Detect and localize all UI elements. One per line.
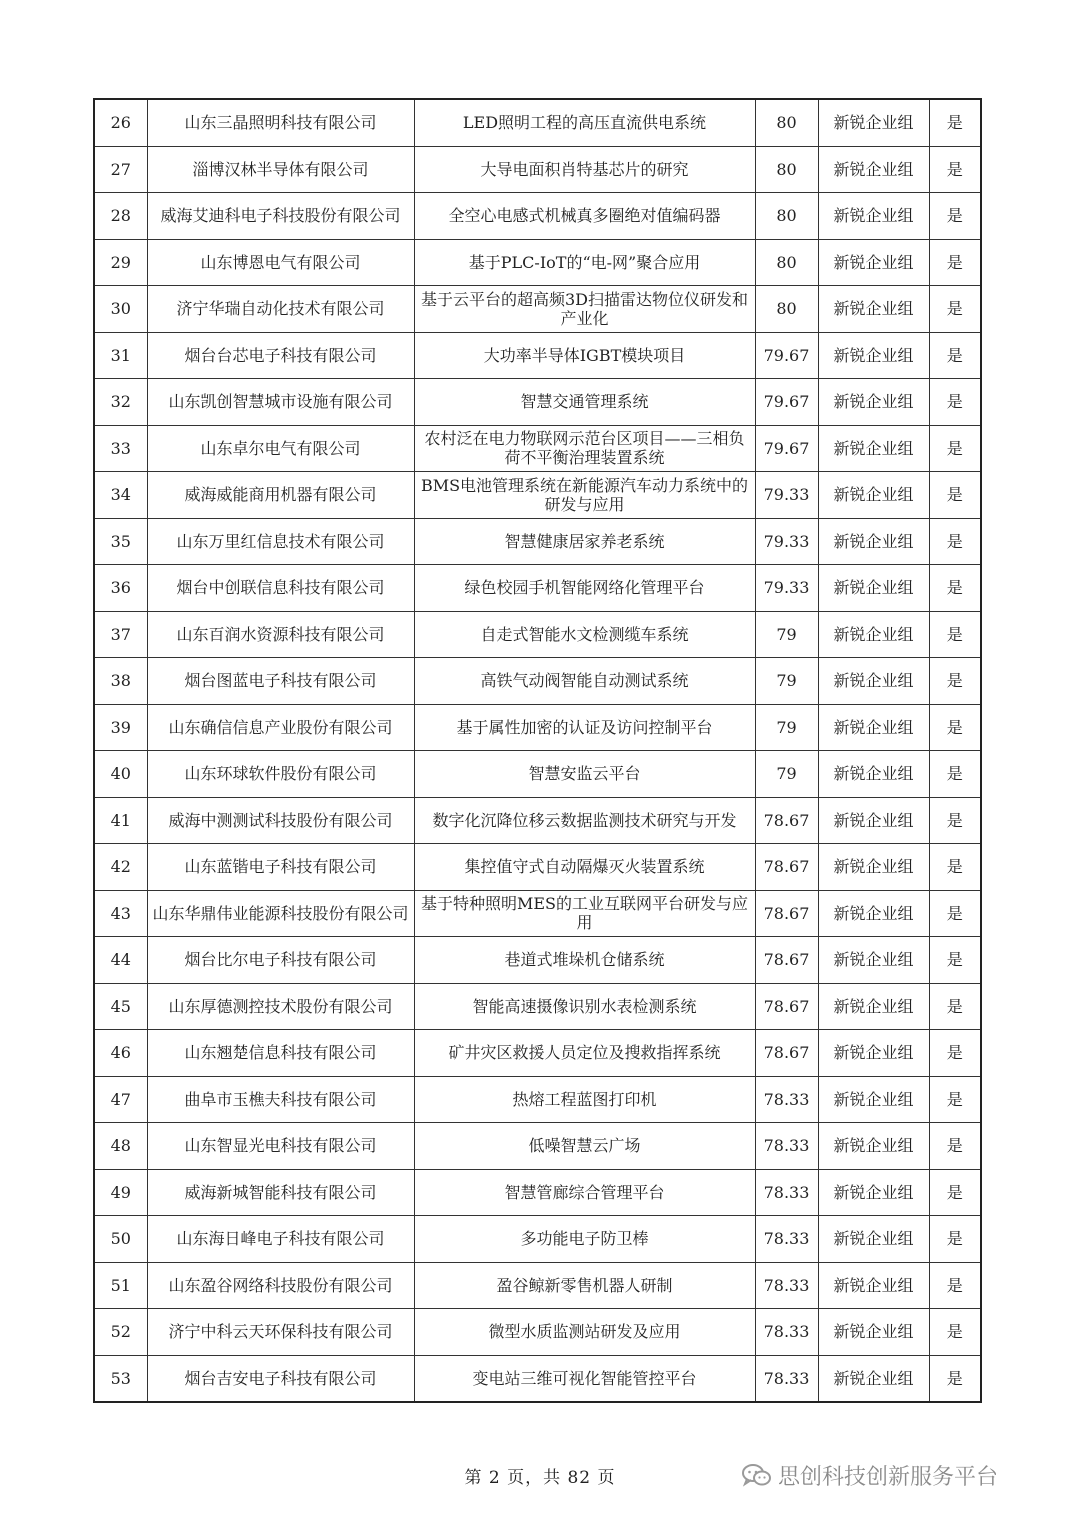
company-cell: 曲阜市玉樵夫科技有限公司	[147, 1076, 414, 1123]
flag-cell: 是	[929, 890, 981, 937]
watermark-text: 思创科技创新服务平台	[778, 1465, 999, 1490]
company-cell: 烟台比尔电子科技有限公司	[147, 937, 414, 984]
company-cell: 烟台图蓝电子科技有限公司	[147, 658, 414, 705]
project-cell: 自走式智能水文检测缆车系统	[414, 611, 755, 658]
score-cell: 79.67	[755, 379, 818, 426]
row-number-cell: 27	[94, 146, 147, 193]
group-cell: 新锐企业组	[818, 239, 929, 286]
score-cell: 78.33	[755, 1169, 818, 1216]
score-cell: 78.67	[755, 844, 818, 891]
table-row	[94, 983, 981, 1030]
table-row	[94, 1355, 981, 1402]
flag-cell: 是	[929, 286, 981, 333]
row-number-cell: 28	[94, 193, 147, 240]
table-row	[94, 425, 981, 472]
table-row	[94, 1216, 981, 1263]
project-cell: 矿井灾区救援人员定位及搜救指挥系统	[414, 1030, 755, 1077]
company-cell: 山东三晶照明科技有限公司	[147, 99, 414, 146]
row-number-cell: 49	[94, 1169, 147, 1216]
company-cell: 山东海日峰电子科技有限公司	[147, 1216, 414, 1263]
table-row	[94, 565, 981, 612]
row-number-cell: 35	[94, 518, 147, 565]
company-cell: 淄博汉林半导体有限公司	[147, 146, 414, 193]
group-cell: 新锐企业组	[818, 704, 929, 751]
row-number-cell: 37	[94, 611, 147, 658]
company-cell: 山东万里红信息技术有限公司	[147, 518, 414, 565]
project-cell: 基于特种照明MES的工业互联网平台研发与应用	[414, 890, 755, 937]
score-cell: 80	[755, 146, 818, 193]
project-cell: 微型水质监测站研发及应用	[414, 1309, 755, 1356]
flag-cell: 是	[929, 1216, 981, 1263]
company-cell: 威海新城智能科技有限公司	[147, 1169, 414, 1216]
company-cell: 山东华鼎伟业能源科技股份有限公司	[147, 890, 414, 937]
company-cell: 山东厚德测控技术股份有限公司	[147, 983, 414, 1030]
score-cell: 79.33	[755, 565, 818, 612]
row-number-cell: 45	[94, 983, 147, 1030]
row-number-cell: 36	[94, 565, 147, 612]
row-number-cell: 30	[94, 286, 147, 333]
group-cell: 新锐企业组	[818, 472, 929, 519]
project-cell: 数字化沉降位移云数据监测技术研究与开发	[414, 797, 755, 844]
flag-cell: 是	[929, 1309, 981, 1356]
project-cell: BMS电池管理系统在新能源汽车动力系统中的研发与应用	[414, 472, 755, 519]
table-row	[94, 1309, 981, 1356]
table-row	[94, 937, 981, 984]
company-cell: 山东博恩电气有限公司	[147, 239, 414, 286]
score-cell: 79.33	[755, 472, 818, 519]
flag-cell: 是	[929, 565, 981, 612]
score-cell: 80	[755, 193, 818, 240]
score-cell: 78.67	[755, 797, 818, 844]
flag-cell: 是	[929, 937, 981, 984]
table-row	[94, 1169, 981, 1216]
project-cell: 盈谷鲸新零售机器人研制	[414, 1262, 755, 1309]
project-cell: 高铁气动阀智能自动测试系统	[414, 658, 755, 705]
company-cell: 烟台台芯电子科技有限公司	[147, 332, 414, 379]
group-cell: 新锐企业组	[818, 751, 929, 798]
flag-cell: 是	[929, 332, 981, 379]
table-row	[94, 611, 981, 658]
row-number-cell: 51	[94, 1262, 147, 1309]
table-row	[94, 472, 981, 519]
table-row	[94, 99, 981, 146]
score-cell: 78.33	[755, 1123, 818, 1170]
table-row	[94, 797, 981, 844]
flag-cell: 是	[929, 1169, 981, 1216]
group-cell: 新锐企业组	[818, 1123, 929, 1170]
company-cell: 烟台中创联信息科技有限公司	[147, 565, 414, 612]
company-cell: 山东百润水资源科技有限公司	[147, 611, 414, 658]
group-cell: 新锐企业组	[818, 844, 929, 891]
row-number-cell: 29	[94, 239, 147, 286]
project-cell: LED照明工程的高压直流供电系统	[414, 99, 755, 146]
group-cell: 新锐企业组	[818, 658, 929, 705]
row-number-cell: 26	[94, 99, 147, 146]
project-cell: 巷道式堆垛机仓储系统	[414, 937, 755, 984]
company-cell: 济宁华瑞自动化技术有限公司	[147, 286, 414, 333]
project-cell: 集控值守式自动隔爆灭火装置系统	[414, 844, 755, 891]
row-number-cell: 43	[94, 890, 147, 937]
group-cell: 新锐企业组	[818, 379, 929, 426]
project-cell: 热熔工程蓝图打印机	[414, 1076, 755, 1123]
flag-cell: 是	[929, 425, 981, 472]
score-cell: 78.67	[755, 890, 818, 937]
flag-cell: 是	[929, 146, 981, 193]
company-cell: 山东智显光电科技有限公司	[147, 1123, 414, 1170]
company-cell: 山东确信信息产业股份有限公司	[147, 704, 414, 751]
company-cell: 烟台吉安电子科技有限公司	[147, 1355, 414, 1402]
table-row	[94, 286, 981, 333]
group-cell: 新锐企业组	[818, 1309, 929, 1356]
table-body	[94, 99, 981, 1402]
project-cell: 大导电面积肖特基芯片的研究	[414, 146, 755, 193]
group-cell: 新锐企业组	[818, 1076, 929, 1123]
row-number-cell: 44	[94, 937, 147, 984]
score-cell: 78.33	[755, 1309, 818, 1356]
company-cell: 威海中测测试科技股份有限公司	[147, 797, 414, 844]
project-cell: 大功率半导体IGBT模块项目	[414, 332, 755, 379]
flag-cell: 是	[929, 983, 981, 1030]
results-table	[93, 98, 982, 1403]
wechat-icon	[742, 1463, 772, 1489]
score-cell: 80	[755, 286, 818, 333]
flag-cell: 是	[929, 611, 981, 658]
score-cell: 78.33	[755, 1262, 818, 1309]
row-number-cell: 32	[94, 379, 147, 426]
group-cell: 新锐企业组	[818, 1355, 929, 1402]
company-cell: 济宁中科云天环保科技有限公司	[147, 1309, 414, 1356]
row-number-cell: 48	[94, 1123, 147, 1170]
flag-cell: 是	[929, 1355, 981, 1402]
table-row	[94, 1030, 981, 1077]
flag-cell: 是	[929, 1262, 981, 1309]
table-row	[94, 239, 981, 286]
group-cell: 新锐企业组	[818, 1216, 929, 1263]
table-row	[94, 146, 981, 193]
project-cell: 基于PLC-IoT的“电-网”聚合应用	[414, 239, 755, 286]
score-cell: 79	[755, 611, 818, 658]
score-cell: 78.67	[755, 1030, 818, 1077]
table-row	[94, 890, 981, 937]
group-cell: 新锐企业组	[818, 565, 929, 612]
table-row	[94, 704, 981, 751]
company-cell: 山东卓尔电气有限公司	[147, 425, 414, 472]
company-cell: 山东环球软件股份有限公司	[147, 751, 414, 798]
project-cell: 智慧安监云平台	[414, 751, 755, 798]
score-cell: 78.33	[755, 1355, 818, 1402]
project-cell: 低噪智慧云广场	[414, 1123, 755, 1170]
group-cell: 新锐企业组	[818, 937, 929, 984]
table-row	[94, 518, 981, 565]
flag-cell: 是	[929, 797, 981, 844]
page-footer: 第 2 页，共 82 页	[464, 1468, 616, 1488]
flag-cell: 是	[929, 99, 981, 146]
group-cell: 新锐企业组	[818, 425, 929, 472]
group-cell: 新锐企业组	[818, 286, 929, 333]
table-row	[94, 193, 981, 240]
score-cell: 80	[755, 99, 818, 146]
flag-cell: 是	[929, 751, 981, 798]
group-cell: 新锐企业组	[818, 611, 929, 658]
score-cell: 78.67	[755, 983, 818, 1030]
group-cell: 新锐企业组	[818, 983, 929, 1030]
project-cell: 多功能电子防卫棒	[414, 1216, 755, 1263]
company-cell: 山东凯创智慧城市设施有限公司	[147, 379, 414, 426]
flag-cell: 是	[929, 1076, 981, 1123]
flag-cell: 是	[929, 379, 981, 426]
row-number-cell: 33	[94, 425, 147, 472]
score-cell: 80	[755, 239, 818, 286]
flag-cell: 是	[929, 518, 981, 565]
table-row	[94, 1262, 981, 1309]
company-cell: 山东翘楚信息科技有限公司	[147, 1030, 414, 1077]
score-cell: 78.33	[755, 1216, 818, 1263]
group-cell: 新锐企业组	[818, 99, 929, 146]
row-number-cell: 39	[94, 704, 147, 751]
flag-cell: 是	[929, 658, 981, 705]
flag-cell: 是	[929, 704, 981, 751]
row-number-cell: 34	[94, 472, 147, 519]
table-row	[94, 751, 981, 798]
row-number-cell: 53	[94, 1355, 147, 1402]
group-cell: 新锐企业组	[818, 1169, 929, 1216]
table-row	[94, 1076, 981, 1123]
flag-cell: 是	[929, 1030, 981, 1077]
score-cell: 79.33	[755, 518, 818, 565]
row-number-cell: 50	[94, 1216, 147, 1263]
company-cell: 山东蓝锴电子科技有限公司	[147, 844, 414, 891]
flag-cell: 是	[929, 1123, 981, 1170]
score-cell: 79	[755, 704, 818, 751]
row-number-cell: 40	[94, 751, 147, 798]
row-number-cell: 46	[94, 1030, 147, 1077]
group-cell: 新锐企业组	[818, 332, 929, 379]
row-number-cell: 52	[94, 1309, 147, 1356]
score-cell: 79	[755, 658, 818, 705]
group-cell: 新锐企业组	[818, 1030, 929, 1077]
group-cell: 新锐企业组	[818, 193, 929, 240]
flag-cell: 是	[929, 844, 981, 891]
row-number-cell: 38	[94, 658, 147, 705]
project-cell: 智慧管廊综合管理平台	[414, 1169, 755, 1216]
row-number-cell: 41	[94, 797, 147, 844]
company-cell: 山东盈谷网络科技股份有限公司	[147, 1262, 414, 1309]
row-number-cell: 47	[94, 1076, 147, 1123]
group-cell: 新锐企业组	[818, 146, 929, 193]
project-cell: 智能高速摄像识别水表检测系统	[414, 983, 755, 1030]
company-cell: 威海艾迪科电子科技股份有限公司	[147, 193, 414, 240]
flag-cell: 是	[929, 239, 981, 286]
group-cell: 新锐企业组	[818, 518, 929, 565]
group-cell: 新锐企业组	[818, 797, 929, 844]
project-cell: 智慧交通管理系统	[414, 379, 755, 426]
project-cell: 智慧健康居家养老系统	[414, 518, 755, 565]
project-cell: 绿色校园手机智能网络化管理平台	[414, 565, 755, 612]
group-cell: 新锐企业组	[818, 890, 929, 937]
table-row	[94, 658, 981, 705]
row-number-cell: 42	[94, 844, 147, 891]
score-cell: 79	[755, 751, 818, 798]
flag-cell: 是	[929, 193, 981, 240]
row-number-cell: 31	[94, 332, 147, 379]
table-row	[94, 379, 981, 426]
project-cell: 基于云平台的超高频3D扫描雷达物位仪研发和产业化	[414, 286, 755, 333]
table-row	[94, 1123, 981, 1170]
score-cell: 78.67	[755, 937, 818, 984]
score-cell: 79.67	[755, 332, 818, 379]
group-cell: 新锐企业组	[818, 1262, 929, 1309]
score-cell: 78.33	[755, 1076, 818, 1123]
score-cell: 79.67	[755, 425, 818, 472]
project-cell: 农村泛在电力物联网示范台区项目——三相负荷不平衡治理装置系统	[414, 425, 755, 472]
project-cell: 基于属性加密的认证及访问控制平台	[414, 704, 755, 751]
table-row	[94, 844, 981, 891]
table-row	[94, 332, 981, 379]
project-cell: 全空心电感式机械真多圈绝对值编码器	[414, 193, 755, 240]
project-cell: 变电站三维可视化智能管控平台	[414, 1355, 755, 1402]
flag-cell: 是	[929, 472, 981, 519]
company-cell: 威海威能商用机器有限公司	[147, 472, 414, 519]
watermark	[742, 1460, 998, 1491]
